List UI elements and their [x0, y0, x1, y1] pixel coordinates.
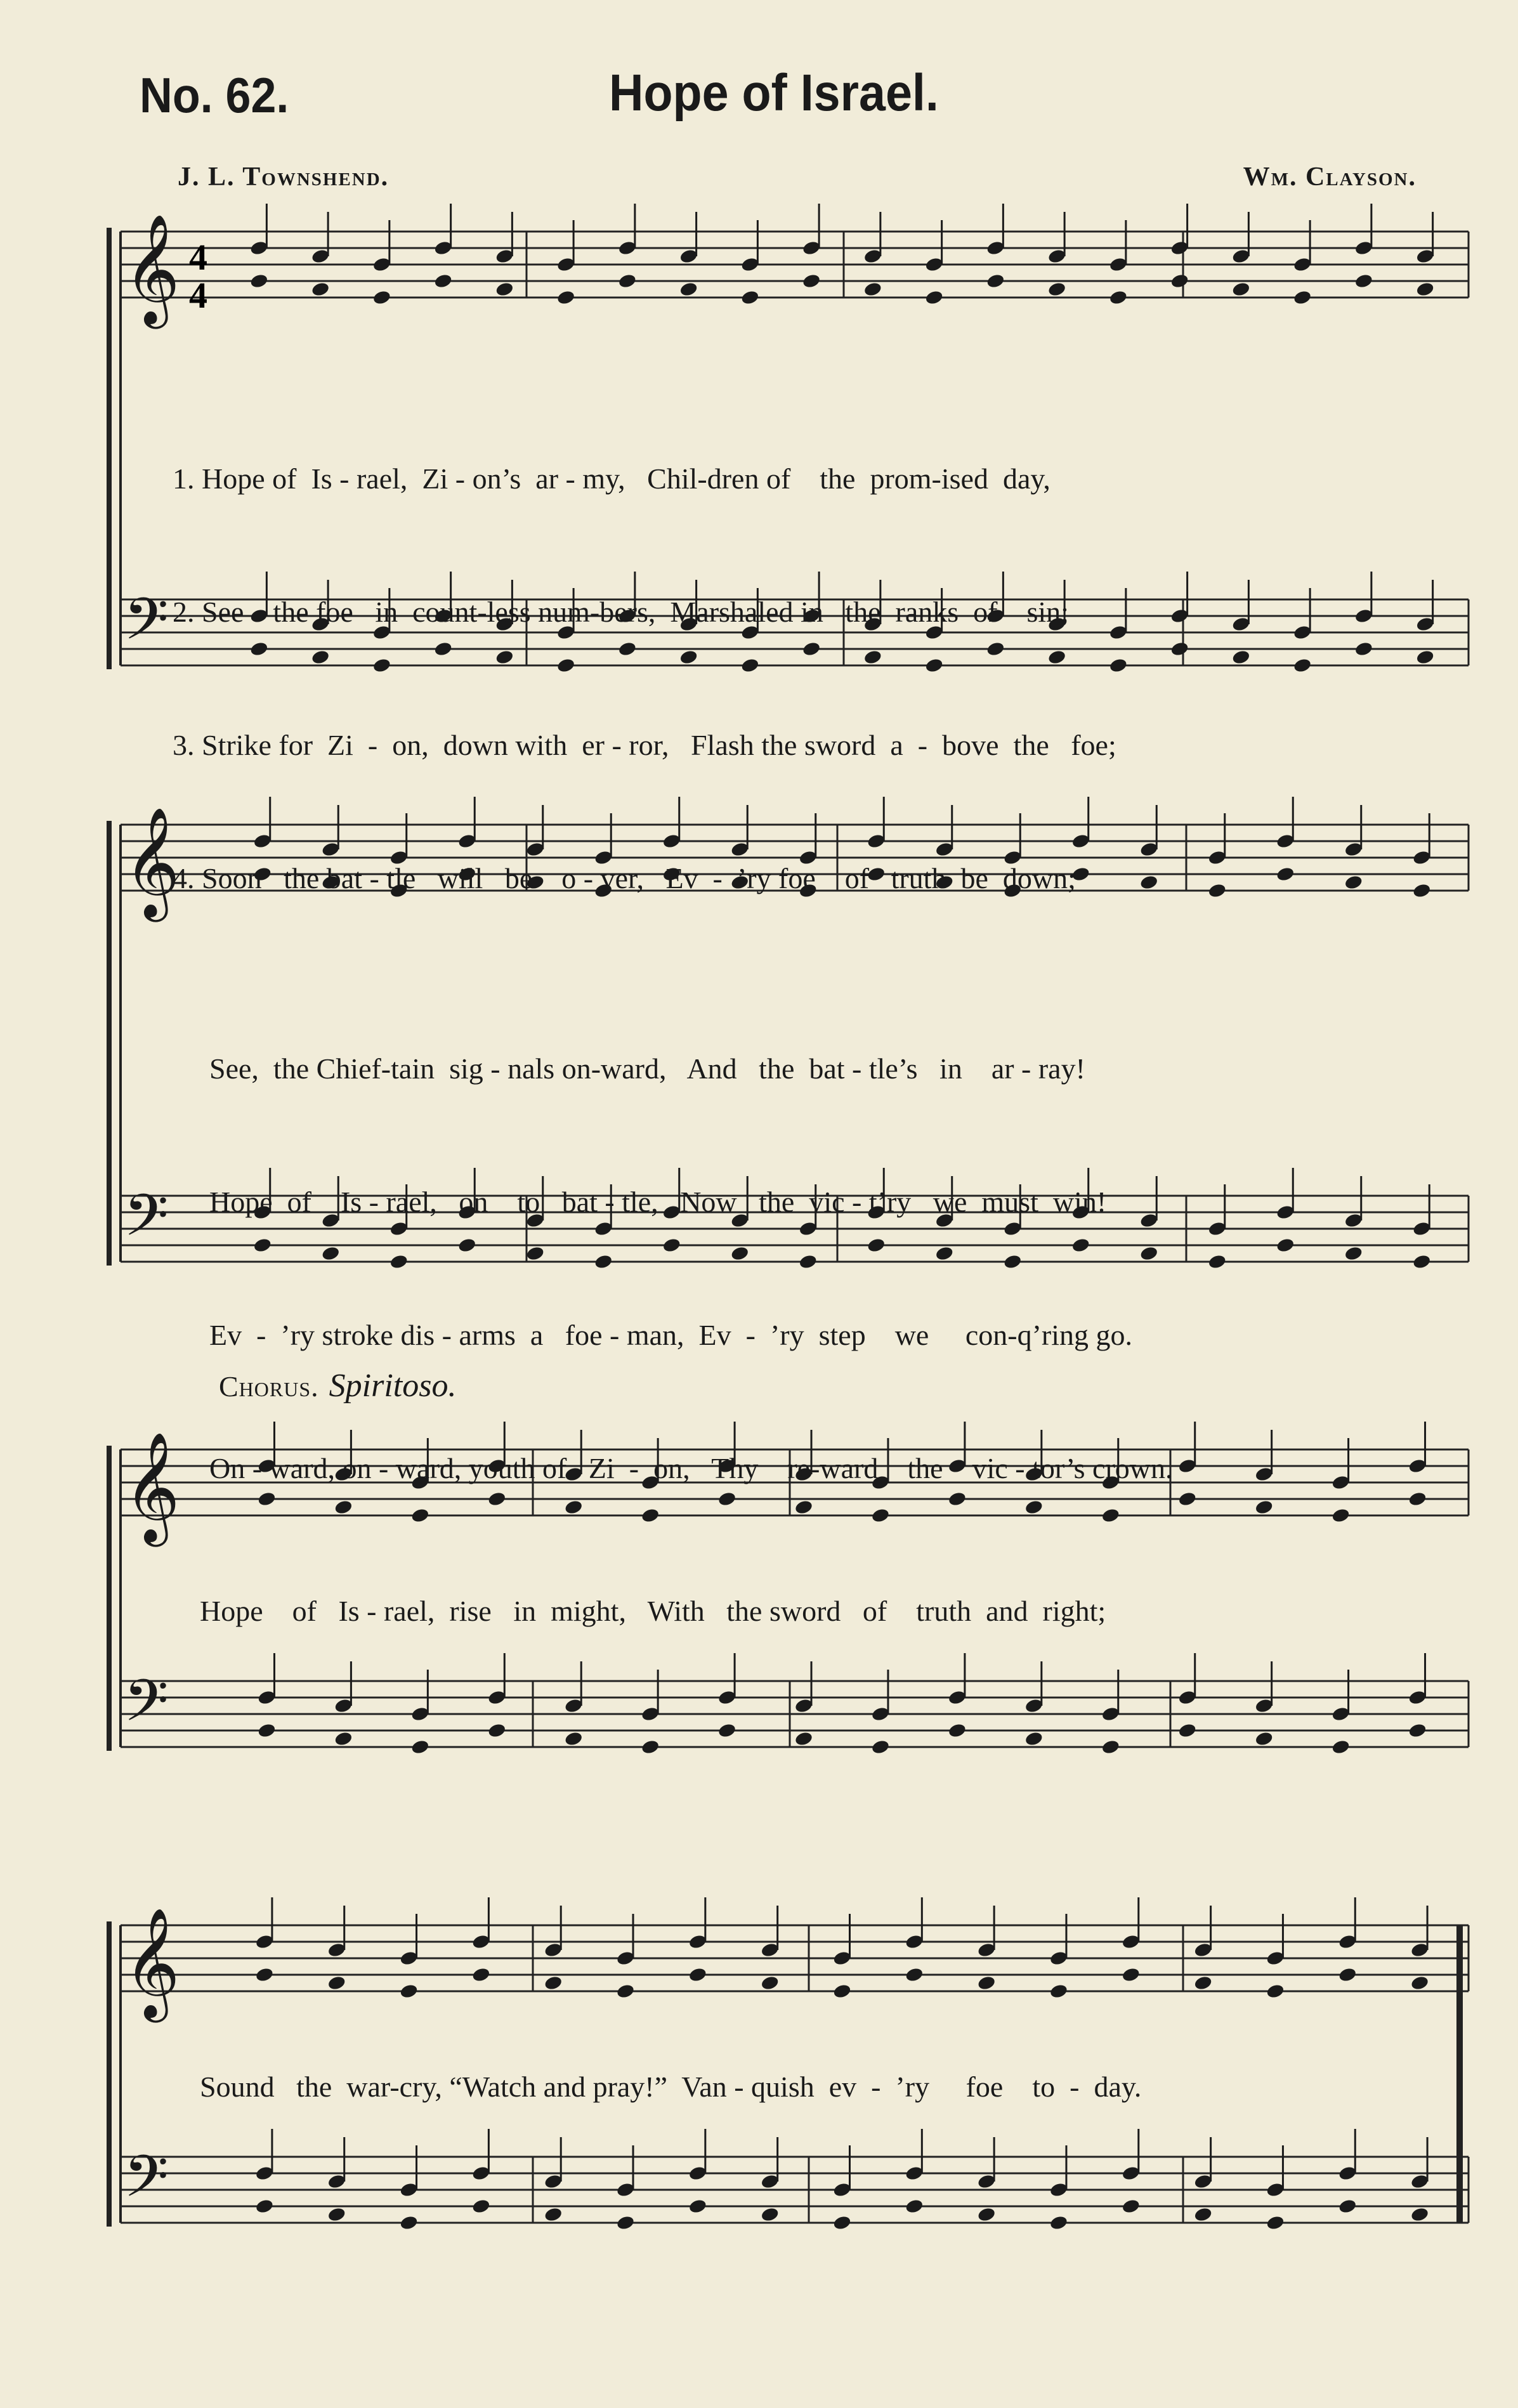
- bass-note: [487, 1722, 507, 1739]
- bass-note: [1331, 1739, 1351, 1755]
- bass-note: [1177, 1722, 1197, 1739]
- bass-note: [1293, 657, 1312, 674]
- treble-note: [556, 289, 576, 306]
- treble-note: [802, 273, 821, 289]
- verse-line: Hope of Is - rael, on to bat - tle, Now the vic - t’ry we must win!: [209, 1186, 1107, 1218]
- treble-note: [311, 281, 330, 298]
- bass-note: [1410, 2206, 1430, 2223]
- verse-line: 3. Strike for Zi - on, down with er - ror, Flash the sword a - bove the foe;: [173, 729, 1116, 761]
- treble-note: [255, 1966, 275, 1983]
- treble-note: [760, 1975, 780, 1991]
- treble-note: [1293, 289, 1312, 306]
- bass-note: [905, 2198, 924, 2215]
- bass-note: [616, 2215, 636, 2231]
- bass-note: [1266, 2215, 1285, 2231]
- bass-note: [1408, 1722, 1427, 1739]
- bass-note: [255, 2198, 275, 2215]
- treble-note: [372, 289, 392, 306]
- bass-note: [1415, 649, 1435, 665]
- lyricist-credit: J. L. Townshend.: [178, 162, 389, 192]
- treble-note: [544, 1975, 563, 1991]
- treble-note: [1139, 874, 1159, 891]
- treble-note: [1121, 1966, 1141, 1983]
- bass-clef-icon: 𝄢: [124, 2143, 169, 2224]
- bass-note: [1121, 2198, 1141, 2215]
- chorus-label: [219, 1367, 456, 1404]
- bass-note: [1024, 1731, 1044, 1747]
- verses-section-2: [209, 958, 1173, 1535]
- bass-note: [1354, 641, 1374, 657]
- hymn-title: Hope of Israel.: [609, 64, 939, 122]
- bass-note: [1101, 1739, 1120, 1755]
- treble-note: [1354, 273, 1374, 289]
- treble-note: [1193, 1975, 1213, 1991]
- tempo-marking: Spiritoso.: [329, 1368, 457, 1404]
- bass-note: [948, 1722, 967, 1739]
- bass-note: [1344, 1245, 1363, 1262]
- bass-note: [1049, 2215, 1069, 2231]
- verse-line: 2. See the foe in count-less num-bers, Marshaled in the ranks of sin;: [173, 596, 1069, 628]
- treble-note: [1231, 281, 1251, 298]
- composer-credit: Wm. Clayson.: [1243, 162, 1417, 192]
- bass-note: [717, 1722, 737, 1739]
- treble-note: [495, 281, 514, 298]
- treble-note: [433, 273, 453, 289]
- treble-note: [740, 289, 760, 306]
- bass-note: [688, 2198, 708, 2215]
- treble-note: [924, 289, 944, 306]
- treble-note: [679, 281, 698, 298]
- bass-note: [1254, 1731, 1274, 1747]
- verse-line: See, the Chief-tain sig - nals on-ward, And the bat - tle’s in ar - ray!: [209, 1052, 1085, 1085]
- treble-note: [986, 273, 1005, 289]
- bass-note: [1193, 2206, 1213, 2223]
- treble-note: [1170, 273, 1189, 289]
- bass-note: [1338, 2198, 1358, 2215]
- treble-note: [471, 1966, 491, 1983]
- bass-note: [1207, 1253, 1227, 1270]
- treble-note: [399, 1983, 419, 1999]
- treble-note: [1207, 882, 1227, 899]
- hymn-number: No. 62.: [140, 67, 289, 123]
- treble-note: [616, 1983, 636, 1999]
- chorus-heading: Chorus.: [219, 1370, 319, 1403]
- treble-note: [977, 1975, 997, 1991]
- treble-note: [1344, 874, 1363, 891]
- treble-note: [1276, 866, 1295, 882]
- treble-note: [618, 273, 638, 289]
- bass-clef-icon: 𝄢: [124, 586, 169, 667]
- treble-note: [832, 1983, 852, 1999]
- bass-note: [832, 2215, 852, 2231]
- bass-note: [327, 2206, 346, 2223]
- treble-clef-icon: 𝄞: [124, 1907, 180, 2018]
- treble-note: [688, 1966, 708, 1983]
- treble-note: [1331, 1507, 1351, 1524]
- bass-note: [334, 1731, 353, 1747]
- treble-clef-icon: 𝄞: [124, 1432, 180, 1542]
- bass-note: [410, 1739, 430, 1755]
- treble-note: [249, 273, 269, 289]
- bass-note: [1231, 649, 1251, 665]
- bass-clef-icon: 𝄢: [124, 1182, 169, 1263]
- bass-clef-icon: 𝄢: [124, 1667, 169, 1748]
- bass-note: [871, 1739, 891, 1755]
- verse-line: 1. Hope of Is - rael, Zi - on’s ar - my, Chil-dren of the prom-ised day,: [173, 462, 1050, 495]
- verses-section-1: [173, 368, 1116, 945]
- treble-note: [1109, 289, 1129, 306]
- bass-note: [794, 1731, 814, 1747]
- bass-note: [471, 2198, 491, 2215]
- treble-note: [863, 281, 883, 298]
- treble-note: [1408, 1491, 1427, 1507]
- time-signature-top: 4: [189, 237, 207, 278]
- verse-line: 4. Soon the bat - tle will be o - ver, Ev - ’ry foe of truth be down;: [173, 862, 1076, 894]
- treble-note: [905, 1966, 924, 1983]
- bass-note: [544, 2206, 563, 2223]
- treble-note: [1412, 882, 1432, 899]
- treble-note: [1266, 1983, 1285, 1999]
- verse-line: On - ward, on - ward, youth of Zi - on, Thy re-ward the vic - tor’s crown.: [209, 1452, 1173, 1484]
- treble-note: [1338, 1966, 1358, 1983]
- chorus-line-1: Hope of Is - rael, rise in might, With the sword of truth and right;: [200, 1595, 1106, 1627]
- bass-note: [257, 1722, 277, 1739]
- bass-note: [977, 2206, 997, 2223]
- bass-note: [760, 2206, 780, 2223]
- bass-note: [1170, 641, 1189, 657]
- bass-note: [1412, 1253, 1432, 1270]
- treble-note: [1254, 1499, 1274, 1515]
- treble-clef-icon: 𝄞: [124, 807, 180, 917]
- treble-note: [1049, 1983, 1069, 1999]
- bass-note: [1276, 1237, 1295, 1253]
- treble-note: [1415, 281, 1435, 298]
- treble-note: [1047, 281, 1067, 298]
- treble-note: [1177, 1491, 1197, 1507]
- time-signature-bottom: 4: [189, 275, 207, 316]
- treble-clef-icon: 𝄞: [124, 214, 180, 324]
- treble-note: [1410, 1975, 1430, 1991]
- bass-note: [641, 1739, 660, 1755]
- verse-line: Ev - ’ry stroke dis - arms a foe - man, Ev - ’ry step we con-q’ring go.: [209, 1319, 1132, 1351]
- bass-note: [564, 1731, 584, 1747]
- bass-note: [399, 2215, 419, 2231]
- treble-note: [327, 1975, 346, 1991]
- chorus-line-2: Sound the war-cry, “Watch and pray!” Van - quish ev - ’ry foe to - day.: [200, 2071, 1142, 2103]
